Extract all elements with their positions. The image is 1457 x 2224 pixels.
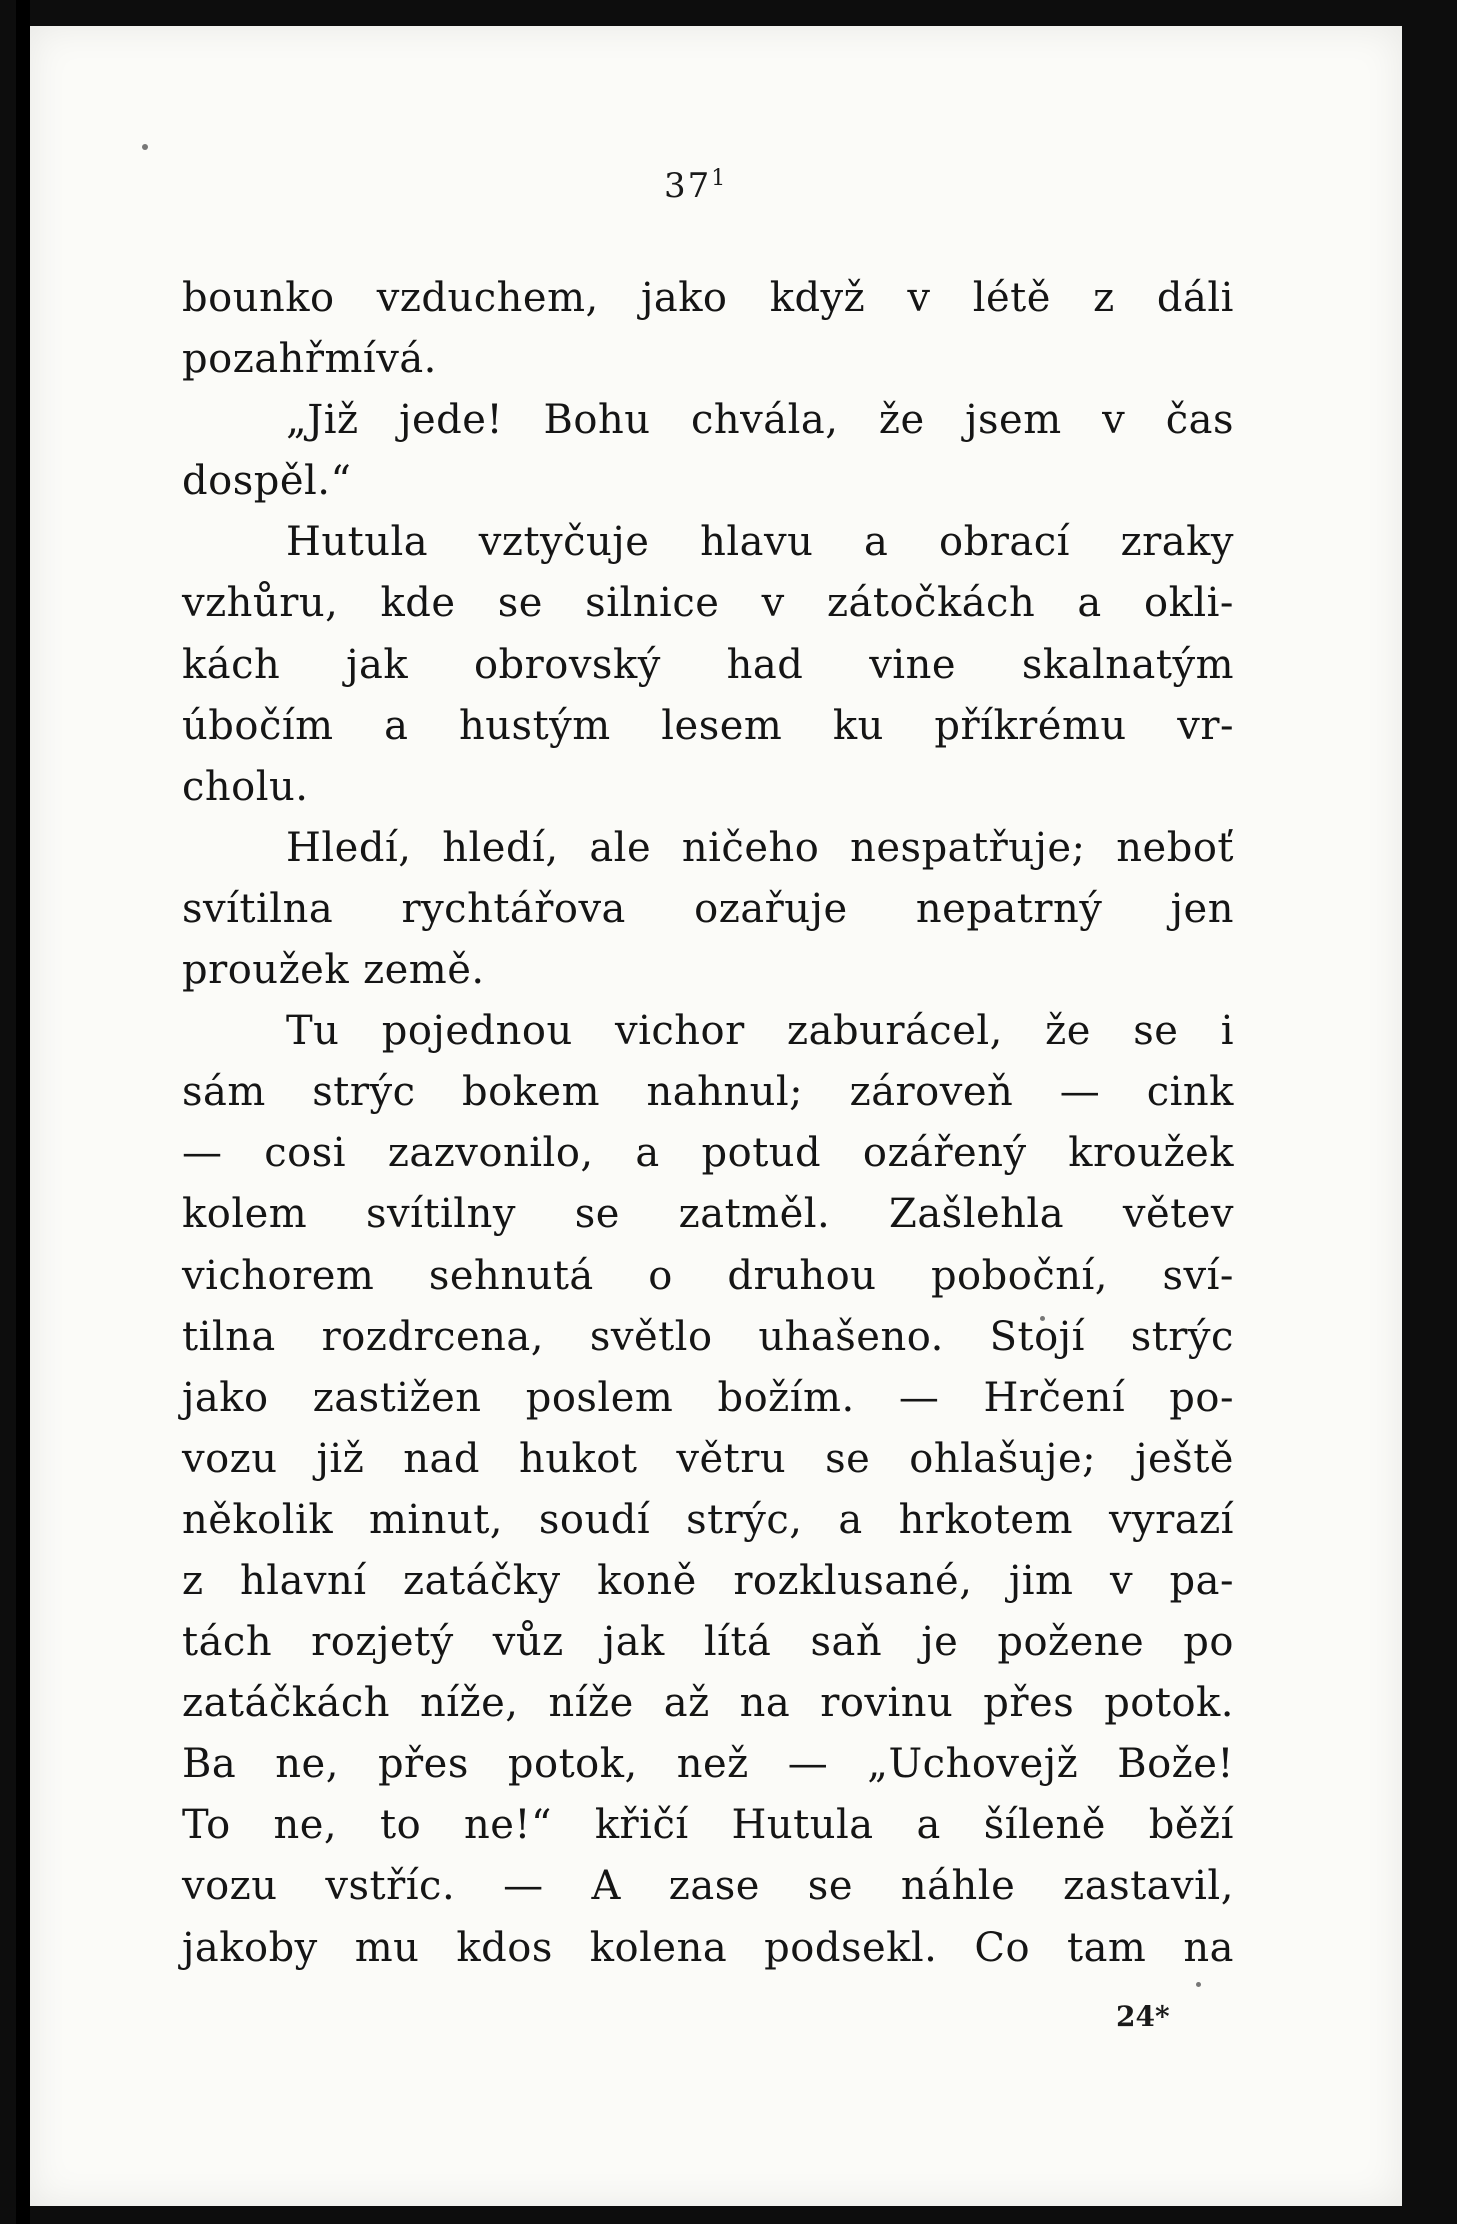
text-line: „Již jede! Bohu chvála, že jsem v čas: [286, 397, 1234, 444]
scan-edge-shadow: [16, 0, 30, 2224]
text-line: To ne, to ne!“ křičí Hutula a šíleně běží: [182, 1802, 1234, 1849]
printer-signature: 24*: [1116, 2000, 1170, 2033]
text-line: úbočím a hustým lesem ku příkrému vr-: [182, 702, 1234, 749]
text-line: několik minut, soudí strýc, a hrkotem vyrazí: [182, 1496, 1234, 1543]
text-line: cholu.: [182, 763, 309, 810]
text-line: bounko vzduchem, jako když v létě z dáli: [182, 275, 1234, 321]
text-line: vichorem sehnutá o druhou poboční, sví-: [182, 1252, 1234, 1299]
body-text: [182, 268, 1234, 1979]
paper-speck: [142, 144, 148, 150]
text-line: kách jak obrovský had vine skalnatým: [182, 641, 1234, 688]
text-line: Hledí, hledí, ale ničeho nespatřuje; neboť: [286, 824, 1234, 871]
text-line: Ba ne, přes potok, než — „Uchovejž Bože!: [182, 1741, 1234, 1788]
text-line: jakoby mu kdos kolena podsekl. Co tam na: [182, 1924, 1234, 1971]
text-line: Hutula vztyčuje hlavu a obrací zraky: [286, 519, 1234, 566]
text-line: — cosi zazvonilo, a potud ozářený kroužek: [182, 1130, 1234, 1177]
text-line: vozu již nad hukot větru se ohlašuje; ještě: [182, 1435, 1234, 1482]
text-line: svítilna rychtářova ozařuje nepatrný jen: [182, 885, 1234, 932]
text-line: tách rozjetý vůz jak lítá saň je požene po: [182, 1619, 1234, 1666]
text-line: z hlavní zatáčky koně rozklusané, jim v pa-: [182, 1557, 1234, 1604]
text-line: vzhůru, kde se silnice v zátočkách a okli-: [182, 580, 1234, 627]
text-line: vozu vstříc. — A zase se náhle zastavil,: [182, 1863, 1234, 1910]
text-line: zatáčkách níže, níže až na rovinu přes potok.: [182, 1680, 1234, 1727]
text-line: kolem svítilny se zatměl. Zašlehla větev: [182, 1191, 1234, 1238]
paper-speck: [1196, 1982, 1201, 1987]
text-line: dospěl.“: [182, 458, 352, 505]
text-line: pozahřmívá.: [182, 336, 437, 383]
text-line: tilna rozdrcena, světlo uhašeno. Stojí strýc: [182, 1313, 1234, 1360]
text-line: sám strýc bokem nahnul; zároveň — cink: [182, 1069, 1234, 1116]
page-number: $37^1$: [664, 166, 728, 206]
text-line: proužek země.: [182, 947, 485, 994]
text-line: jako zastižen poslem božím. — Hrčení po-: [182, 1374, 1234, 1421]
text-line: Tu pojednou vichor zaburácel, že se i: [286, 1008, 1234, 1055]
